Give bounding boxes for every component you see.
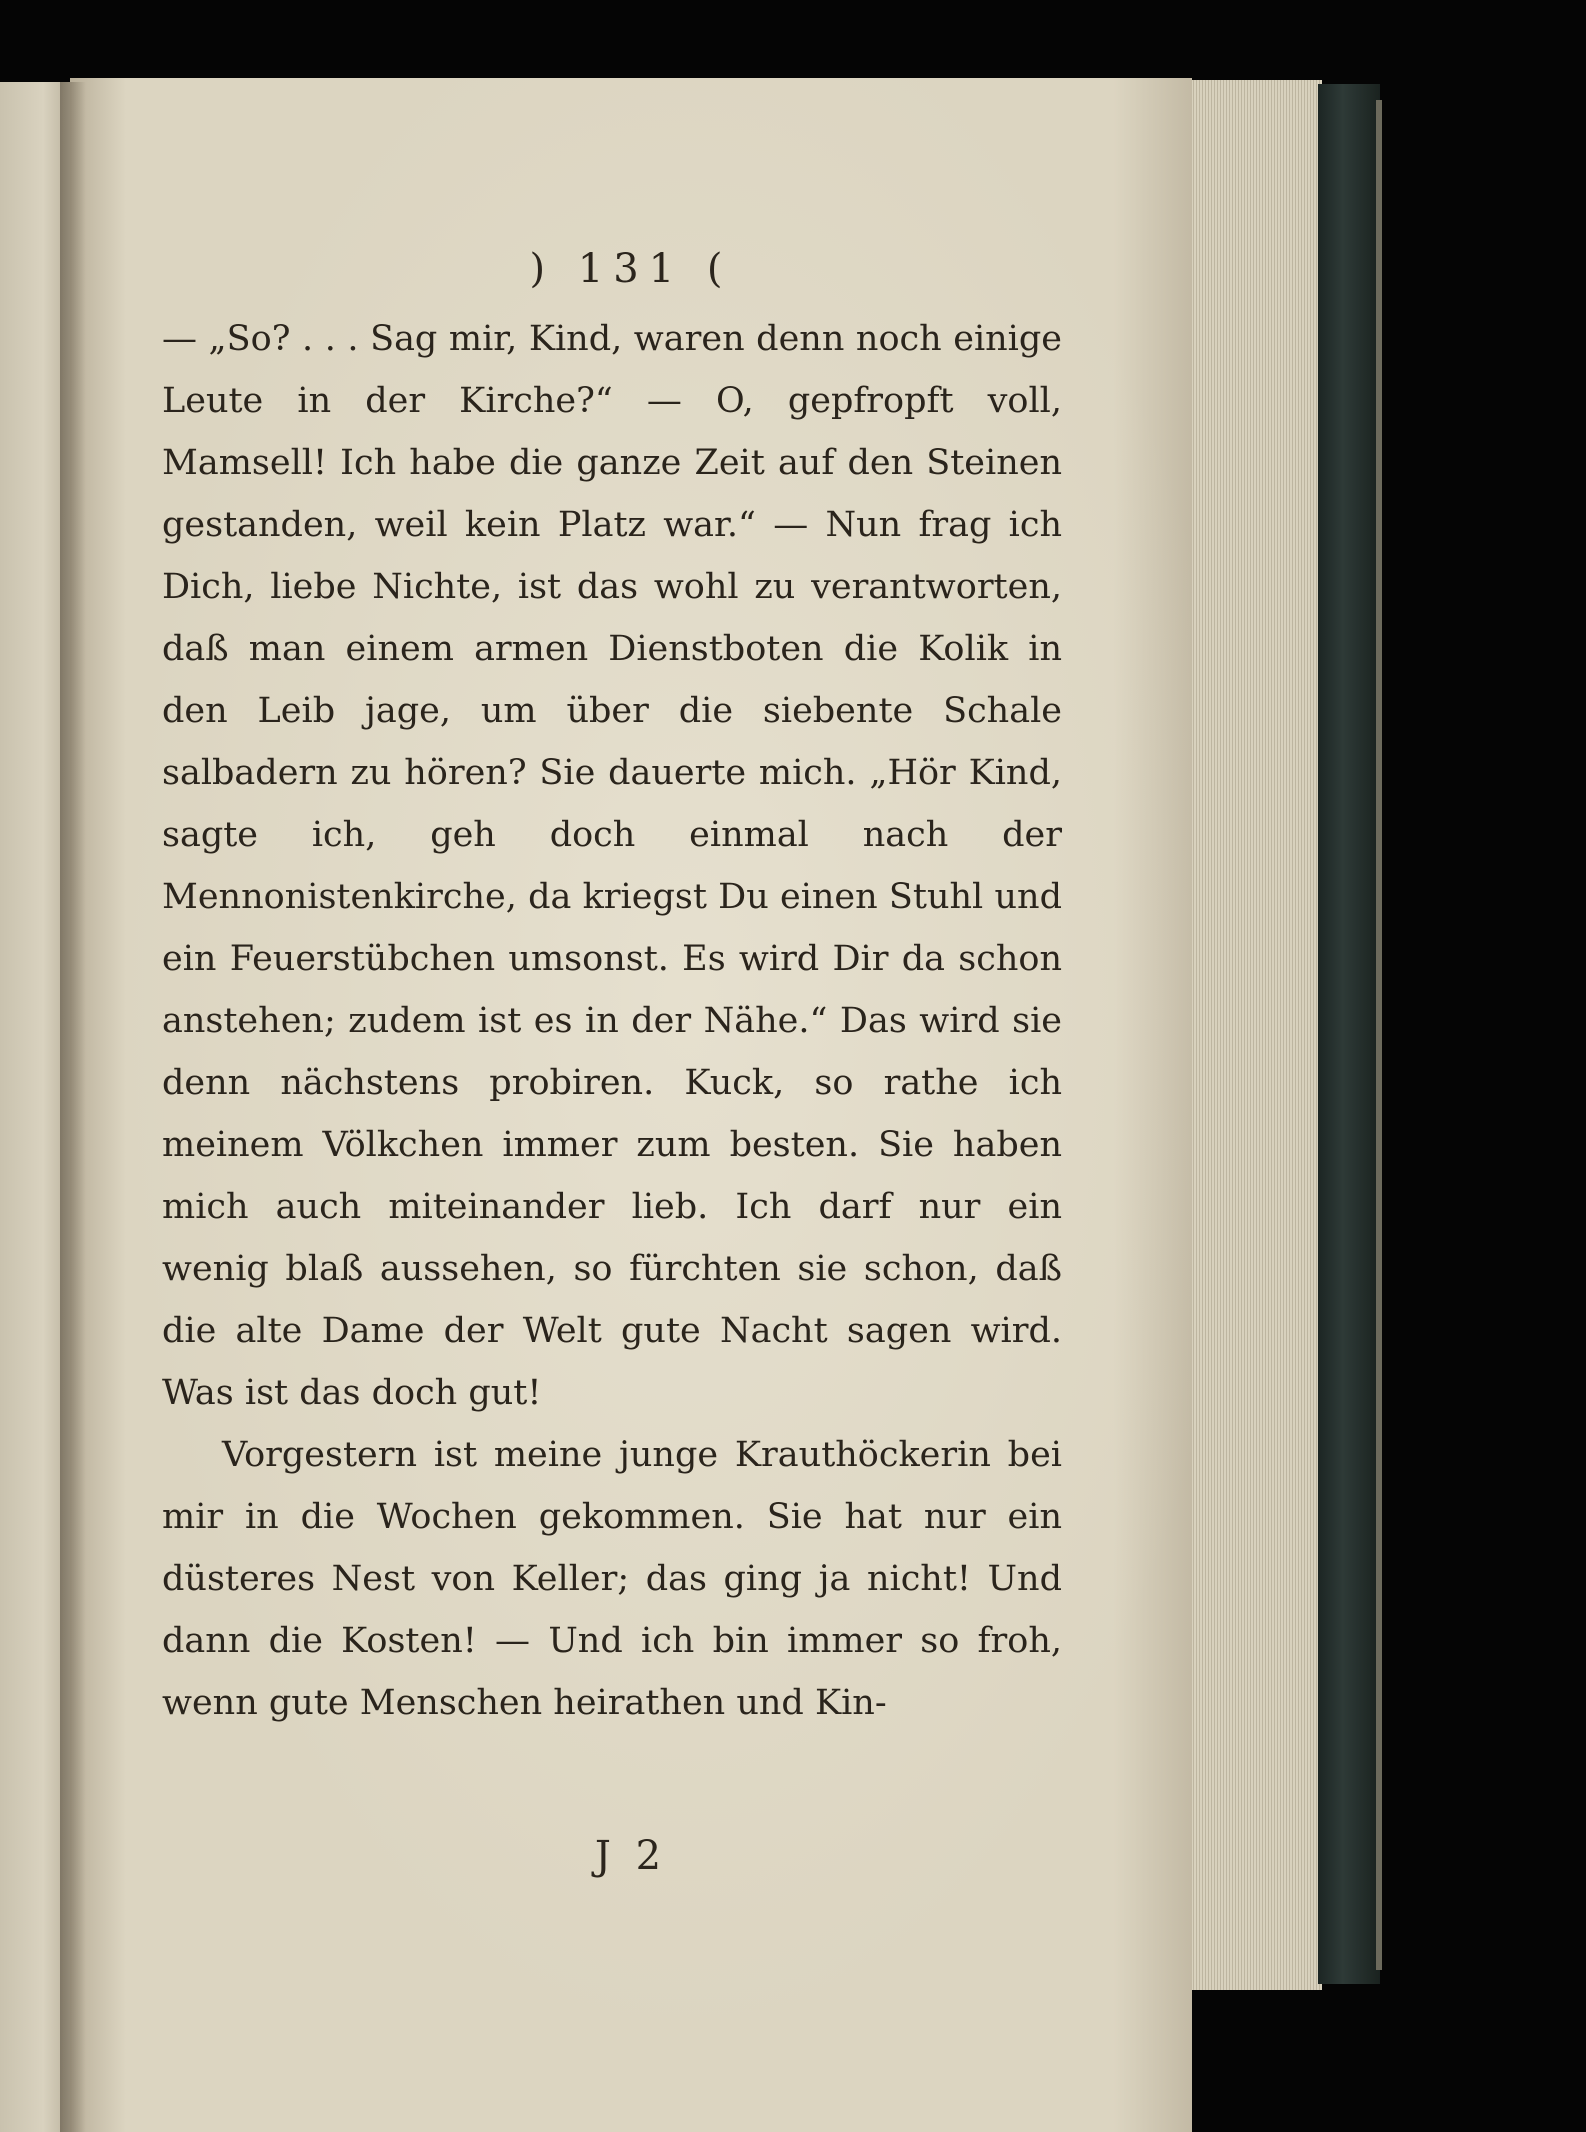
book-cover-board xyxy=(1318,84,1380,1984)
paragraph-1: — „So? . . . Sag mir, Kind, waren denn noch einige Leute in der Kirche?“ — O, gepfropft voll, Mamsell! Ich habe die ganze Zeit auf den Steinen gestanden, weil kein Platz war.“ — Nun frag ich Dich, liebe Nichte, ist das wohl zu verantworten, daß man einem armen Dienstboten die Kolik in den Leib jage, um über die siebente Schale salbadern zu hören? Sie dauerte mich. „Hör Kind, sagte ich, geh doch einmal nach der Mennonistenkirche, da kriegst Du einen Stuhl und ein Feuerstübchen umsonst. Es wird Dir da schon anstehen; zudem ist es in der Nähe.“ Das wird sie denn nächstens probiren. Kuck, so rathe ich meinem Völkchen immer zum besten. Sie haben mich auch miteinander lieb. Ich darf nur ein wenig blaß aussehen, so fürchten sie schon, daß die alte Dame der Welt gute Nacht sagen wird. Was ist das doch gut! xyxy=(162,319,1062,1413)
page-number-header: ) 131 ( xyxy=(529,246,733,292)
printer-signature-mark: J 2 xyxy=(594,1833,668,1879)
page-body-text xyxy=(162,308,1062,1734)
page-block-edge xyxy=(1180,80,1322,1990)
paragraph-2: Vorgestern ist meine junge Krauthöckerin bei mir in die Wochen gekommen. Sie hat nur ein düsteres Nest von Keller; das ging ja nicht! Und dann die Kosten! — Und ich bin immer so froh, wenn gute Menschen heirathen und Kin- xyxy=(162,1435,1062,1723)
gutter-shadow xyxy=(60,82,86,2132)
book-cover-edge xyxy=(1376,100,1382,1970)
book-page xyxy=(70,78,1192,2132)
